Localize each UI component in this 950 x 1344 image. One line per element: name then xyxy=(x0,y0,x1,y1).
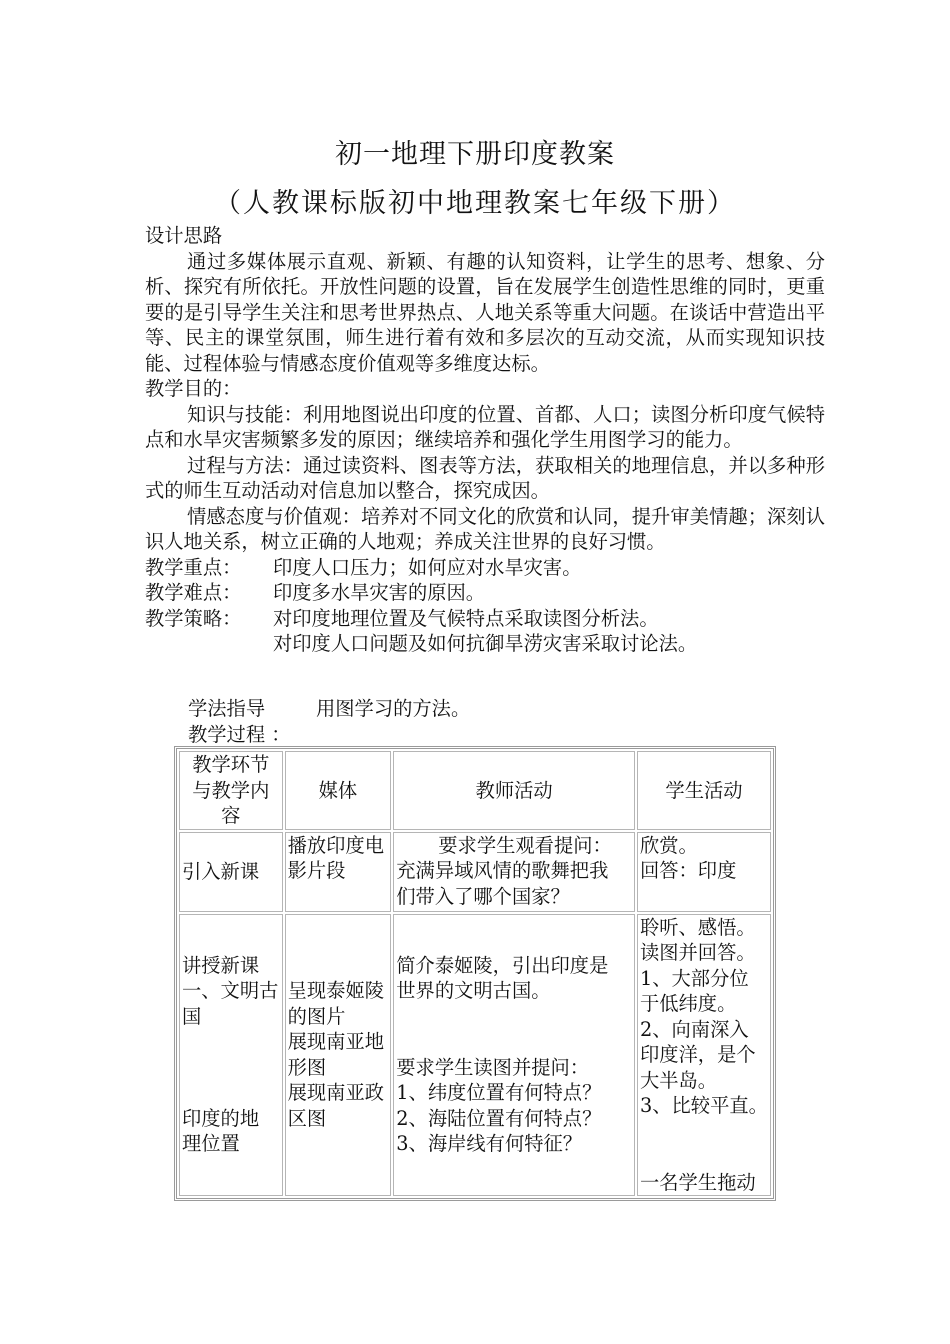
cell-line: 区图 xyxy=(287,1106,327,1130)
difficult-point-value: 印度多水旱灾害的原因。 xyxy=(273,581,486,604)
process-label: 教学过程 ： xyxy=(188,723,291,746)
cell-line xyxy=(396,1029,632,1055)
cell-line xyxy=(396,1004,632,1030)
cell-line: 一、文明古 xyxy=(182,979,279,1003)
header-cell-teacher: 教师活动 xyxy=(393,751,635,830)
cell-line: 回答：印度 xyxy=(639,859,737,882)
cell-line xyxy=(182,1080,280,1106)
cell-line xyxy=(182,1029,280,1055)
table-row xyxy=(179,832,771,912)
table-cell xyxy=(285,832,392,912)
table-cell xyxy=(637,914,771,1197)
goals-heading: 教学目的： xyxy=(145,377,242,400)
cell-line: 欣赏。 xyxy=(639,833,698,857)
table-cell xyxy=(179,914,283,1197)
key-point-value: 印度人口压力；如何应对水旱灾害。 xyxy=(273,555,582,579)
design-paragraph: 通过多媒体展示直观、新颖、有趣的认知资料，让学生的思考、想象、分析、探究有所依托。开放性问题的设置，旨在发展学生创造性思维的同时，更重要的是引导学生关注和思考世界热点、人地关系等重大问题。在谈话中营造出平等、民主的课堂氛围，师生进行着有效和多层次的互动交流，从而实现知识技能、过程体验与情感态度价值观等多维度达标。 xyxy=(145,249,825,375)
header-cell-section xyxy=(179,751,283,830)
goal-process: 过程与方法：通过读资料、图表等方法，获取相关的地理信息，并以多种形式的师生互动活动对信息加以整合，探究成因。 xyxy=(145,453,825,502)
cell-line: 们带入了哪个国家？ xyxy=(396,884,570,908)
cell-line: 理位置 xyxy=(182,1132,240,1156)
difficult-point-label: 教学难点： xyxy=(145,581,242,604)
study-method-row xyxy=(188,696,470,722)
cell-line: 3、海岸线有何特征？ xyxy=(396,1132,583,1156)
study-method-value: 用图学习的方法。 xyxy=(316,697,471,720)
document-subtitle: （人教课标版初中地理教案七年级下册） xyxy=(214,188,736,219)
cell-line: 世界的文明古国。 xyxy=(396,979,551,1003)
strategy-line-1: 对印度地理位置及气候特点采取读图分析法。 xyxy=(273,606,659,630)
cell-line xyxy=(640,1119,768,1145)
cell-line: 播放印度电 xyxy=(287,833,385,857)
table-cell xyxy=(393,832,635,912)
cell-line: 讲授新课 xyxy=(182,953,260,977)
header-line: 与教学内 xyxy=(192,778,270,802)
strategy-label: 教学策略： xyxy=(145,606,242,630)
design-heading: 设计思路 xyxy=(145,224,223,247)
difficult-point-row xyxy=(145,580,825,606)
cell-line: 呈现泰姬陵 xyxy=(287,979,385,1003)
cell-line: 充满异域风情的歌舞把我 xyxy=(396,859,609,882)
table-cell xyxy=(285,914,392,1197)
cell-line: 于低纬度。 xyxy=(639,992,737,1015)
key-point-row xyxy=(145,555,825,581)
table-cell: 引入新课 xyxy=(179,832,283,912)
strategy-line-2: 对印度人口问题及如何抗御旱涝灾害采取讨论法。 xyxy=(273,632,698,655)
cell-line: 的图片 xyxy=(287,1004,346,1028)
strategy-row xyxy=(145,606,825,632)
key-point-label: 教学重点： xyxy=(145,555,242,579)
cell-line: 一名学生拖动 xyxy=(639,1170,756,1194)
lesson-process-table xyxy=(174,746,776,1201)
cell-line: 国 xyxy=(182,1004,202,1028)
cell-line xyxy=(182,1055,280,1081)
cell-line: 要求学生读图并提问： xyxy=(396,1055,590,1079)
header-cell-media: 媒体 xyxy=(285,751,392,830)
cell-line: 聆听、感悟。 xyxy=(639,915,756,939)
cell-line: 1、纬度位置有何特点？ xyxy=(396,1081,602,1105)
cell-line: 2、向南深入 xyxy=(639,1017,749,1041)
study-method-block xyxy=(188,696,470,748)
cell-line: 形图 xyxy=(287,1055,327,1079)
header-line: 教学环节 xyxy=(192,753,270,776)
document-title: 初一地理下册印度教案 xyxy=(335,139,615,170)
cell-line: 简介泰姬陵，引出印度是 xyxy=(396,953,609,977)
cell-line: 展现南亚地 xyxy=(287,1030,385,1054)
study-method-label: 学法指导 xyxy=(188,697,266,720)
table-row xyxy=(179,914,771,1197)
table-cell xyxy=(637,832,771,912)
cell-line: 读图并回答。 xyxy=(639,941,756,964)
cell-line: 要求学生观看提问： xyxy=(438,833,612,857)
cell-line: 印度的地 xyxy=(182,1106,260,1130)
cell-line: 1、大部分位 xyxy=(639,966,749,990)
table-header-row xyxy=(179,751,771,830)
document-body xyxy=(145,223,825,657)
cell-line: 3、比较平直。 xyxy=(639,1094,768,1117)
cell-line: 展现南亚政 xyxy=(287,1081,385,1105)
goal-emotion: 情感态度与价值观：培养对不同文化的欣赏和认同，提升审美情趣；深刻认识人地关系，树立正确的人地观；养成关注世界的良好习惯。 xyxy=(145,504,825,553)
cell-line xyxy=(640,1144,768,1170)
header-line: 容 xyxy=(221,804,241,827)
goal-knowledge: 知识与技能：利用地图说出印度的位置、首都、人口；读图分析印度气候特点和水旱灾害频繁多发的原因；继续培养和强化学生用图学习的能力。 xyxy=(145,402,825,451)
cell-line: 大半岛。 xyxy=(639,1068,718,1092)
header-cell-student: 学生活动 xyxy=(637,751,771,830)
table-cell xyxy=(393,914,635,1197)
cell-line: 影片段 xyxy=(287,859,346,882)
cell-line: 印度洋，是个 xyxy=(639,1043,756,1066)
cell-line: 2、海陆位置有何特点？ xyxy=(396,1106,602,1130)
